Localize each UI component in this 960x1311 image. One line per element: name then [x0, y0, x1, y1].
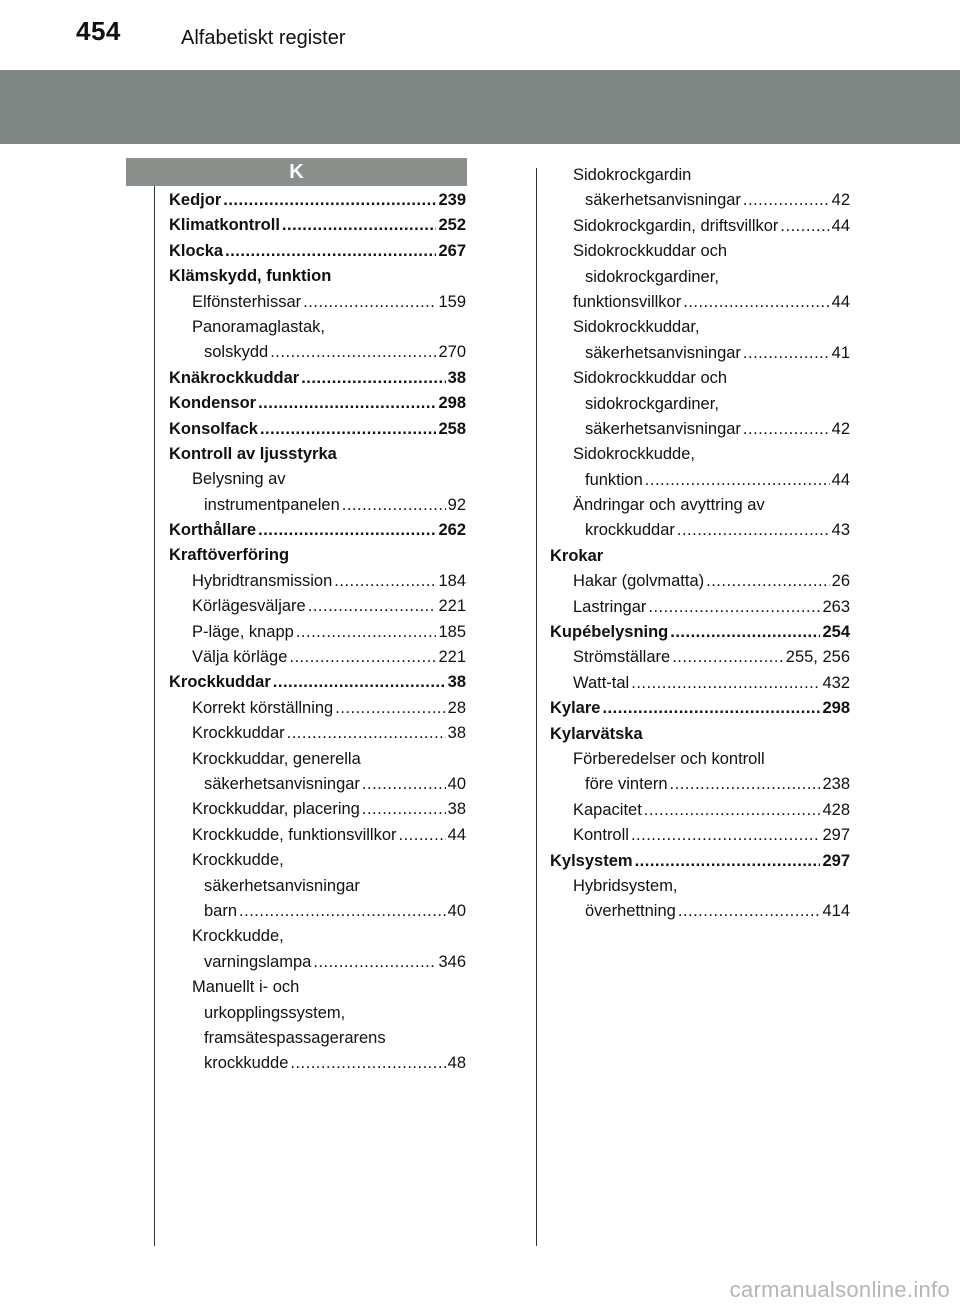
index-term: Krokar — [550, 546, 604, 565]
index-entry — [550, 849, 850, 874]
index-column-left — [169, 188, 466, 1077]
index-entry — [169, 1001, 466, 1026]
index-term: Sidokrockkuddar och — [573, 242, 728, 261]
index-term: Kylare — [550, 699, 601, 718]
page-reference: 270 — [438, 343, 466, 362]
index-term: Kylarvätska — [550, 724, 643, 743]
dot-leader — [289, 645, 436, 670]
index-entry — [169, 975, 466, 1000]
page-reference: 297 — [822, 851, 850, 870]
index-entry — [169, 290, 466, 315]
index-term: Körlägesväljare — [192, 597, 306, 616]
index-term: barn — [204, 901, 238, 920]
page-reference: 258 — [438, 419, 466, 438]
index-term: Klocka — [169, 241, 224, 260]
index-entry — [550, 341, 850, 366]
index-entry — [169, 417, 466, 442]
page-reference: 40 — [447, 901, 466, 920]
dot-leader — [645, 468, 830, 493]
index-term: Kontroll av ljusstyrka — [169, 444, 337, 463]
page-reference: 92 — [447, 495, 466, 514]
index-entry — [550, 265, 850, 290]
index-entry — [169, 264, 466, 289]
index-entry — [169, 594, 466, 619]
index-entry — [169, 747, 466, 772]
page-reference: 40 — [447, 774, 466, 793]
dot-leader — [273, 670, 446, 695]
index-entry — [169, 797, 466, 822]
dot-leader — [743, 188, 830, 213]
index-term: Sidokrockgardin, driftsvillkor — [573, 216, 779, 235]
dot-leader — [342, 493, 446, 518]
dot-leader — [678, 899, 821, 924]
index-term: Krockkuddar — [169, 673, 271, 692]
index-term: Hakar (golvmatta) — [573, 572, 705, 591]
index-term: Krockkudde, funktionsvillkor — [192, 825, 397, 844]
index-term: Kylsystem — [550, 851, 633, 870]
dot-leader — [290, 1051, 445, 1076]
index-entry — [550, 671, 850, 696]
page-header — [0, 0, 960, 70]
left-divider — [154, 186, 155, 1246]
index-entry — [169, 1026, 466, 1051]
dot-leader — [635, 849, 821, 874]
page-reference: 263 — [822, 597, 850, 616]
page-reference: 239 — [438, 191, 466, 209]
index-term: överhettning — [585, 902, 676, 921]
index-column-right — [550, 163, 850, 925]
page-reference: 41 — [831, 343, 850, 362]
page-reference: 428 — [822, 800, 850, 819]
index-entry — [169, 366, 466, 391]
page-reference: 297 — [822, 826, 850, 845]
index-entry — [550, 772, 850, 797]
dot-leader — [631, 671, 820, 696]
index-term: Klämskydd, funktion — [169, 267, 332, 286]
index-term: Ändringar och avyttring av — [573, 496, 765, 515]
index-entry — [550, 747, 850, 772]
dot-leader — [335, 696, 445, 721]
dot-leader — [362, 797, 446, 822]
page-reference: 44 — [831, 292, 850, 311]
index-entry — [550, 620, 850, 645]
index-entry — [169, 188, 466, 213]
dot-leader — [743, 341, 830, 366]
index-term: Krockkuddar — [192, 724, 285, 743]
dot-leader — [670, 772, 821, 797]
dot-leader — [239, 899, 446, 924]
index-entry — [169, 823, 466, 848]
index-entry — [550, 442, 850, 467]
index-entry — [169, 950, 466, 975]
dot-leader — [260, 417, 437, 442]
page-reference: 48 — [447, 1054, 466, 1073]
index-term: krockkuddar — [585, 521, 675, 540]
index-entry — [169, 493, 466, 518]
page-reference: 44 — [447, 825, 466, 844]
dot-leader — [672, 645, 784, 670]
dot-leader — [308, 594, 437, 619]
index-entry — [550, 569, 850, 594]
page-reference: 44 — [831, 470, 850, 489]
dot-leader — [670, 620, 820, 645]
index-term: Sidokrockgardin — [573, 166, 692, 184]
page-reference: 26 — [831, 572, 850, 591]
index-term: funktionsvillkor — [573, 292, 682, 311]
index-term: Krockkuddar, placering — [192, 800, 360, 819]
index-entry — [550, 798, 850, 823]
index-term: Belysning av — [192, 470, 286, 489]
index-entry — [550, 645, 850, 670]
index-entry — [550, 163, 850, 188]
index-entry — [550, 899, 850, 924]
index-entry — [550, 544, 850, 569]
index-term: säkerhetsanvisningar — [585, 191, 741, 210]
index-term: funktion — [585, 470, 643, 489]
index-entry — [550, 214, 850, 239]
dot-leader — [223, 188, 436, 213]
index-term: instrumentpanelen — [204, 495, 340, 514]
index-term: Kedjor — [169, 191, 222, 209]
dot-leader — [648, 595, 820, 620]
index-term: Strömställare — [573, 648, 671, 667]
dot-leader — [683, 290, 829, 315]
page-reference: 38 — [447, 800, 466, 819]
dot-leader — [270, 340, 436, 365]
index-term: krockkudde — [204, 1054, 289, 1073]
index-term: urkopplingssystem, — [204, 1003, 346, 1022]
index-term: Konsolfack — [169, 419, 258, 438]
index-entry — [169, 442, 466, 467]
index-entry — [169, 543, 466, 568]
page-reference: 262 — [438, 521, 466, 540]
index-term: före vintern — [585, 775, 668, 794]
page-reference: 221 — [438, 597, 466, 616]
page-reference: 267 — [438, 241, 466, 260]
dot-leader — [644, 798, 821, 823]
dot-leader — [631, 823, 821, 848]
index-entry — [169, 340, 466, 365]
index-term: Krockkudde, — [192, 927, 284, 946]
index-term: solskydd — [204, 343, 269, 362]
page-reference: 414 — [822, 902, 850, 921]
dot-leader — [602, 696, 820, 721]
index-term: Kontroll — [573, 826, 629, 845]
index-entry — [169, 696, 466, 721]
index-entry — [169, 721, 466, 746]
index-term: Kraftöverföring — [169, 546, 290, 565]
page-reference: 255, 256 — [785, 648, 850, 667]
dot-leader — [362, 772, 446, 797]
index-entry — [550, 290, 850, 315]
index-term: Förberedelser och kontroll — [573, 749, 765, 768]
index-term: säkerhetsanvisningar — [204, 774, 360, 793]
index-term: Krockkudde, — [192, 851, 284, 870]
index-term: framsätespassagerarens — [204, 1028, 386, 1047]
page-reference: 184 — [438, 571, 466, 590]
index-entry — [550, 874, 850, 899]
header-band — [0, 70, 960, 144]
index-term: Panoramaglastak, — [192, 317, 325, 336]
watermark: carmanualsonline.info — [729, 1277, 950, 1302]
dot-leader — [301, 366, 445, 391]
dot-leader — [258, 518, 436, 543]
index-entry — [169, 569, 466, 594]
index-entry — [550, 315, 850, 340]
page-reference: 298 — [438, 394, 466, 413]
index-term: sidokrockgardiner, — [585, 267, 719, 286]
index-entry — [550, 595, 850, 620]
page-reference: 159 — [438, 292, 466, 311]
index-entry — [169, 874, 466, 899]
page-reference: 28 — [447, 698, 466, 717]
index-entry — [169, 467, 466, 492]
index-term: Korthållare — [169, 521, 257, 540]
page-reference: 38 — [447, 724, 466, 743]
index-entry — [550, 468, 850, 493]
index-entry — [550, 722, 850, 747]
page-reference: 238 — [822, 775, 850, 794]
page-reference: 221 — [438, 648, 466, 667]
middle-divider — [536, 168, 537, 1246]
index-term: Lastringar — [573, 597, 647, 616]
dot-leader — [677, 518, 830, 543]
page-reference: 43 — [831, 521, 850, 540]
index-entry — [169, 315, 466, 340]
index-term: Sidokrockkuddar och — [573, 369, 728, 388]
page-reference: 252 — [438, 216, 466, 235]
dot-leader — [780, 214, 829, 239]
page-reference: 346 — [438, 952, 466, 971]
dot-leader — [287, 721, 446, 746]
index-term: säkerhetsanvisningar — [585, 419, 741, 438]
page-reference: 432 — [822, 673, 850, 692]
dot-leader — [258, 391, 436, 416]
index-entry — [169, 899, 466, 924]
page-reference: 44 — [831, 216, 850, 235]
index-term: Kapacitet — [573, 800, 642, 819]
dot-leader — [313, 950, 436, 975]
index-term: sidokrockgardiner, — [585, 394, 719, 413]
index-entry — [550, 493, 850, 518]
index-entry — [169, 518, 466, 543]
index-entry — [550, 518, 850, 543]
index-entry — [550, 239, 850, 264]
index-term: Hybridtransmission — [192, 571, 333, 590]
index-entry — [169, 239, 466, 264]
dot-leader — [334, 569, 436, 594]
index-entry — [550, 188, 850, 213]
page-reference: 38 — [447, 673, 466, 692]
index-entry — [169, 772, 466, 797]
dot-leader — [282, 213, 437, 238]
index-entry — [169, 213, 466, 238]
index-term: Knäkrockkuddar — [169, 368, 300, 387]
index-term: säkerhetsanvisningar — [204, 876, 360, 895]
index-term: Manuellt i- och — [192, 978, 300, 997]
index-term: Hybridsystem, — [573, 876, 678, 895]
index-entry — [550, 696, 850, 721]
index-term: säkerhetsanvisningar — [585, 343, 741, 362]
index-entry — [550, 823, 850, 848]
dot-leader — [225, 239, 436, 264]
page-number: 454 — [76, 16, 121, 46]
index-entry — [169, 391, 466, 416]
page-reference: 298 — [822, 699, 850, 718]
index-term: Kondensor — [169, 394, 257, 413]
index-term: Elfönsterhissar — [192, 292, 302, 311]
index-term: varningslampa — [204, 952, 312, 971]
index-entry — [169, 620, 466, 645]
index-entry — [169, 848, 466, 873]
page-reference: 42 — [831, 419, 850, 438]
index-term: Watt-tal — [573, 673, 630, 692]
page-reference: 42 — [831, 191, 850, 210]
dot-leader — [743, 417, 830, 442]
index-entry — [550, 417, 850, 442]
index-term: Sidokrockkudde, — [573, 445, 695, 464]
dot-leader — [706, 569, 830, 594]
page-title: Alfabetiskt register — [181, 27, 346, 49]
section-letter: K — [126, 158, 467, 186]
page-reference: 254 — [822, 623, 850, 642]
index-term: Sidokrockkuddar, — [573, 318, 700, 337]
index-term: Välja körläge — [192, 648, 288, 667]
index-entry — [550, 366, 850, 391]
index-entry — [550, 392, 850, 417]
index-term: Krockkuddar, generella — [192, 749, 361, 768]
index-term: Korrekt körställning — [192, 698, 334, 717]
index-term: Klimatkontroll — [169, 216, 280, 235]
page-reference: 185 — [438, 622, 466, 641]
page-reference: 38 — [447, 368, 466, 387]
index-entry — [169, 670, 466, 695]
dot-leader — [399, 823, 446, 848]
dot-leader — [296, 620, 437, 645]
index-entry — [169, 924, 466, 949]
dot-leader — [303, 290, 436, 315]
index-entry — [169, 645, 466, 670]
index-term: Kupébelysning — [550, 623, 669, 642]
index-term: P-läge, knapp — [192, 622, 294, 641]
index-entry — [169, 1051, 466, 1076]
